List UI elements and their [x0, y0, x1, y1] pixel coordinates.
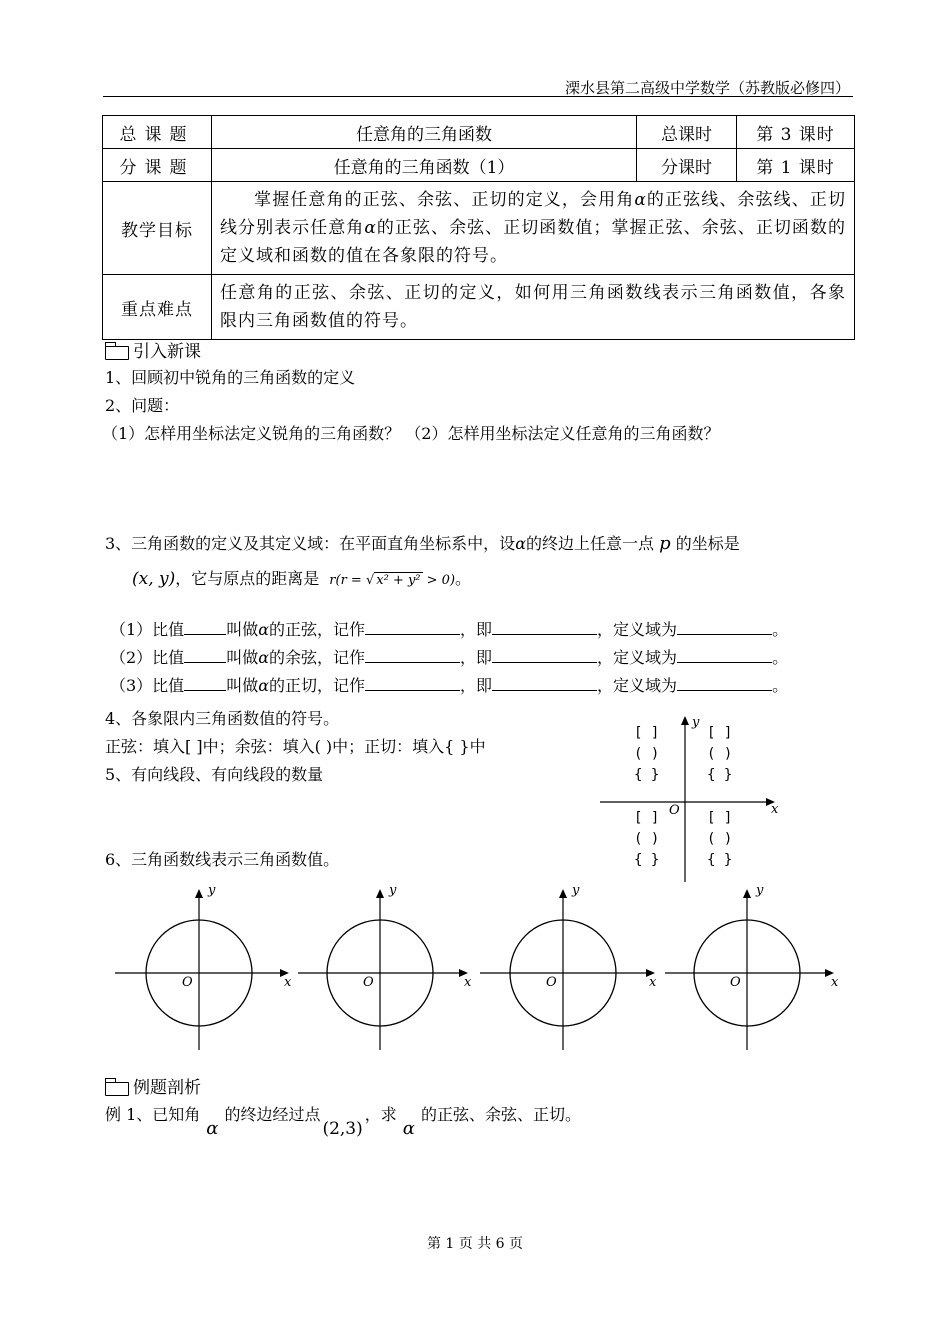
origin-label: O	[669, 803, 680, 818]
sub-topic-value: 任意角的三角函数（1）	[212, 149, 637, 182]
table-row	[103, 149, 855, 182]
q2-sine-slot: [ ]	[634, 725, 660, 741]
definition-line-cosine: （2）比值 叫做α的余弦，记作 ，即 ，定义域为 。	[110, 648, 789, 667]
y-arrow-icon	[195, 889, 203, 898]
point-p: p	[659, 533, 671, 554]
point-value: (2,3)	[322, 1119, 363, 1139]
unit-circle-4	[665, 883, 839, 1050]
unit-circles	[100, 880, 850, 1060]
item-1: 1、回顾初中锐角的三角函数的定义	[105, 368, 356, 387]
y-label: y	[572, 883, 580, 898]
alpha-symbol: α	[364, 218, 377, 238]
y-arrow-icon	[376, 889, 384, 898]
q3-cosine-slot: ( )	[634, 831, 660, 847]
q2-tangent-slot: { }	[634, 767, 660, 783]
alpha-symbol: α	[634, 190, 647, 210]
y-label: y	[692, 715, 700, 730]
alpha-symbol: α	[515, 534, 526, 553]
table-row	[103, 116, 855, 149]
y-arrow-icon	[743, 889, 751, 898]
origin-label: O	[546, 975, 557, 990]
x-label: x	[771, 802, 779, 817]
r-formula: r(r = √ x² + y² > 0)	[329, 573, 456, 588]
q4-tangent-slot: { }	[707, 852, 733, 868]
y-label: y	[389, 883, 397, 898]
unit-circle-3	[480, 883, 657, 1050]
alpha-symbol: α	[402, 1118, 415, 1139]
q4-cosine-slot: ( )	[707, 831, 733, 847]
coord-xy: (x, y)	[132, 569, 176, 589]
y-label: y	[208, 883, 216, 898]
lesson-info-table	[102, 115, 855, 340]
unit-circle-1	[115, 883, 292, 1050]
q1-sine-slot: [ ]	[707, 725, 733, 741]
total-topic-label: 总课题	[103, 116, 212, 149]
origin-label: O	[182, 975, 193, 990]
y-axis-arrow	[681, 716, 689, 725]
item-3-definition: 3、三角函数的定义及其定义域：在平面直角坐标系中，设α的终边上任意一点 p 的坐标是	[105, 533, 740, 554]
q1-cosine-slot: ( )	[707, 746, 733, 762]
origin-label: O	[730, 975, 741, 990]
item-2-questions: （1）怎样用坐标法定义锐角的三角函数？ （2）怎样用坐标法定义任意角的三角函数？	[102, 424, 720, 443]
sub-hours-label: 分课时	[637, 149, 737, 182]
q2-cosine-slot: ( )	[634, 746, 660, 762]
table-row	[103, 182, 855, 275]
key-points-text: 任意角的正弦、余弦、正切的定义，如何用三角函数线表示三角函数值，各象限内三角函数值的符号。	[212, 275, 855, 340]
example-1: 例 1、已知角α的终边经过点(2,3)，求α的正弦、余弦、正切。	[105, 1105, 581, 1139]
item-4-fill: 正弦：填入[ ]中；余弦：填入( )中；正切：填入{ }中	[105, 737, 486, 756]
total-topic-value: 任意角的三角函数	[212, 116, 637, 149]
y-label: y	[756, 883, 764, 898]
q3-sine-slot: [ ]	[634, 810, 660, 826]
q4-sine-slot: [ ]	[707, 810, 733, 826]
sub-topic-label: 分课题	[103, 149, 212, 182]
item-5: 5、有向线段、有向线段的数量	[105, 765, 324, 784]
unit-circle-2	[298, 883, 472, 1050]
section-intro-title: 引入新课	[105, 337, 201, 362]
item-2: 2、问题：	[105, 396, 180, 415]
item-4: 4、各象限内三角函数值的符号。	[105, 709, 340, 728]
alpha-symbol: α	[206, 1118, 219, 1139]
item-3-distance: (x, y)，它与原点的距离是 r(r = √ x² + y² > 0)。	[132, 569, 472, 589]
x-label: x	[464, 975, 472, 990]
header-school: 溧水县第二高级中学数学（苏教版必修四）	[564, 79, 850, 97]
definition-line-sine: （1）比值 叫做α的正弦，记作 ，即 ，定义域为 。	[110, 620, 789, 639]
x-label: x	[649, 975, 657, 990]
q3-tangent-slot: { }	[634, 852, 660, 868]
objectives-label: 教学目标	[103, 182, 212, 275]
folder-icon	[105, 346, 129, 360]
definition-line-tangent: （3）比值 叫做α的正切，记作 ，即 ，定义域为 。	[110, 676, 789, 695]
section-examples-title: 例题剖析	[105, 1073, 201, 1098]
total-hours-value: 第 3 课时	[737, 116, 855, 149]
table-row	[103, 275, 855, 340]
page-number: 第 1 页 共 6 页	[426, 1236, 524, 1252]
quadrant-sign-diagram	[595, 712, 795, 887]
folder-icon	[105, 1082, 129, 1096]
x-label: x	[284, 975, 292, 990]
sub-hours-value: 第 1 课时	[737, 149, 855, 182]
x-label: x	[831, 975, 839, 990]
item-6: 6、三角函数线表示三角函数值。	[105, 850, 340, 869]
header-rule	[103, 96, 853, 97]
total-hours-label: 总课时	[637, 116, 737, 149]
q1-tangent-slot: { }	[707, 767, 733, 783]
y-arrow-icon	[559, 889, 567, 898]
origin-label: O	[363, 975, 374, 990]
objectives-text: 掌握任意角的正弦、余弦、正切的定义，会用角α的正弦线、余弦线、正切线分别表示任意角α的正弦、余弦、正切函数值；掌握正弦、余弦、正切函数的定义域和函数的值在各象限的符号。	[212, 182, 855, 275]
key-points-label: 重点难点	[103, 275, 212, 340]
